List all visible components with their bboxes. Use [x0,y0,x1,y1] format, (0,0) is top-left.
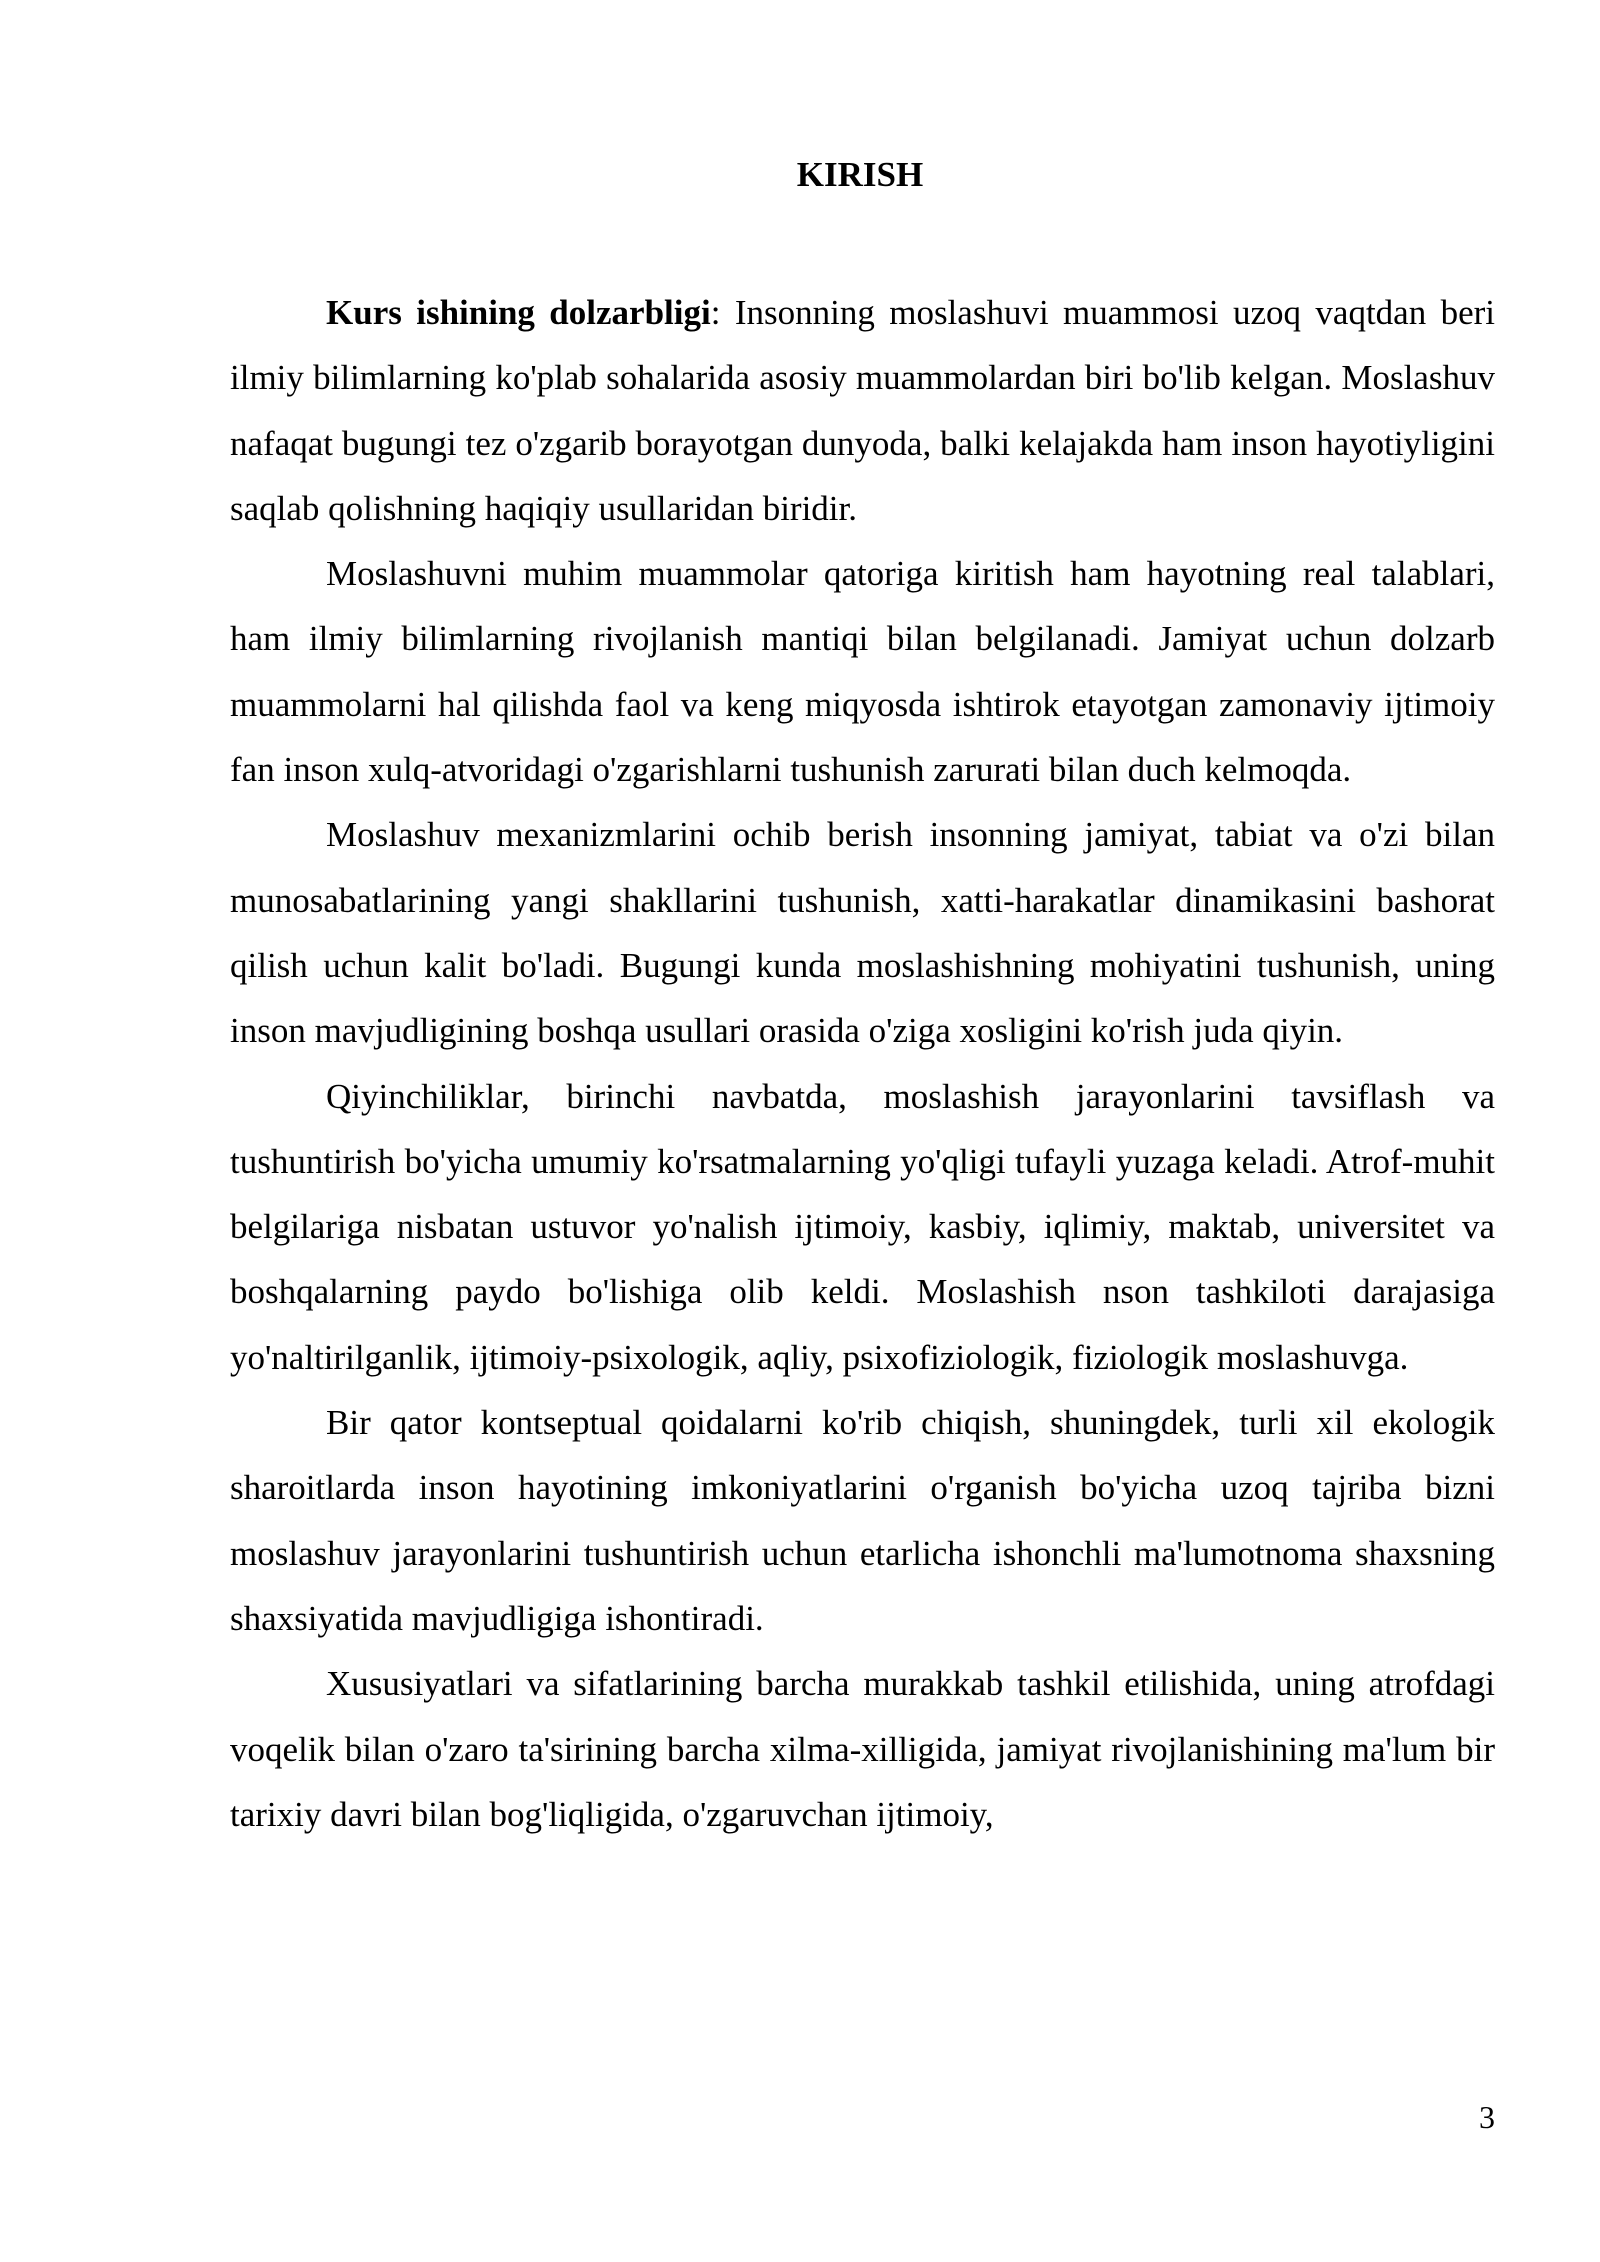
paragraph-relevance [230,280,1495,541]
paragraph-2: Moslashuvni muhim muammolar qatoriga kiritish ham hayotning real talablari, ham ilmiy bilimlarning rivojlanish mantiqi bilan belgilanadi. Jamiyat uchun dolzarb muammolarni hal qilishda faol va keng miqyosda ishtirok etayotgan zamonaviy ijtimoiy fan inson xulq-atvoridagi o'zgarishlarni tushunish zarurati bilan duch kelmoqda. [230,554,1495,790]
paragraph-4: Qiyinchiliklar, birinchi navbatda, moslashish jarayonlarini tavsiflash va tushuntirish bo'yicha umumiy ko'rsatmalarning yo'qligi tufayli yuzaga keladi. Atrof-muhit belgilariga nisbatan ustuvor yo'nalish ijtimoiy, kasbiy, iqlimiy, maktab, universitet va boshqalarning paydo bo'lishiga olib keldi. Moslashish nson tashkiloti darajasiga yo'naltirilganlik, ijtimoiy-psixologik, aqliy, psixofiziologik, fiziologik moslashuvga. [230,1076,1495,1377]
page-title: KIRISH [796,155,924,194]
lead-text: : Insonning moslashuvi muammosi uzoq vaqtdan beri ilmiy bilimlarning ko'plab sohalarida asosiy muammolardan biri bo'lib kelgan. Moslashuv nafaqat bugungi tez o'zgarib borayotgan dunyoda, balki kelajakda ham inson hayotiyligini saqlab qolishning haqiqiy usullaridan biridir. [230,293,1496,528]
paragraph-6: Xususiyatlari va sifatlarining barcha murakkab tashkil etilishida, uning atrofdagi voqelik bilan o'zaro ta'sirining barcha xilma-xilligida, jamiyat rivojlanishining ma'lum bir tarixiy davri bilan bog'liqligida, o'zgaruvchan ijtimoiy, [230,1664,1495,1834]
lead-term: Kurs ishining dolzarbligi [326,293,711,332]
document-body [230,280,1495,1847]
page-number: 3 [1479,2099,1495,2135]
paragraph-3: Moslashuv mexanizmlarini ochib berish insonning jamiyat, tabiat va o'zi bilan munosabatlarining yangi shakllarini tushunish, xatti-harakatlar dinamikasini bashorat qilish uchun kalit bo'ladi. Bugungi kunda moslashishning mohiyatini tushunish, uning inson mavjudligining boshqa usullari orasida o'ziga xosligini ko'rish juda qiyin. [230,815,1495,1051]
paragraph-5: Bir qator kontseptual qoidalarni ko'rib chiqish, shuningdek, turli xil ekologik sharoitlarda inson hayotining imkoniyatlarini o'rganish bo'yicha uzoq tajriba bizni moslashuv jarayonlarini tushuntirish uchun etarlicha ishonchli ma'lumotnoma shaxsning shaxsiyatida mavjudligiga ishontiradi. [230,1403,1495,1638]
